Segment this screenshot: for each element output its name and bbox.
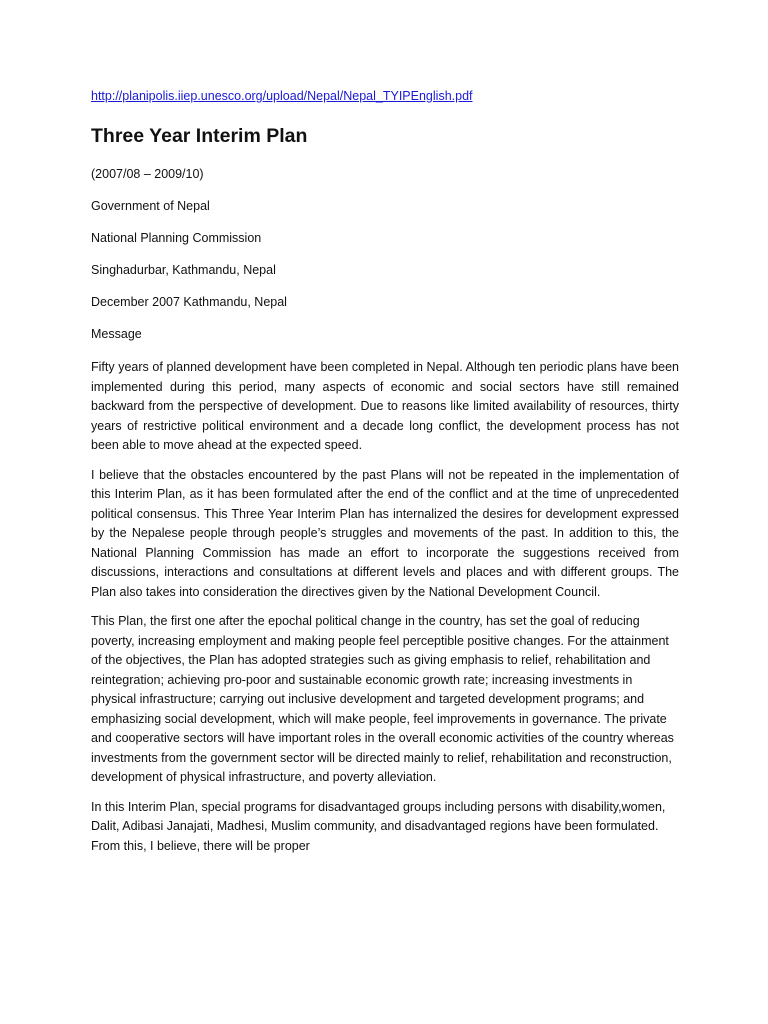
- government-name: Government of Nepal: [91, 199, 210, 213]
- document-title: Three Year Interim Plan: [91, 125, 308, 147]
- body-paragraph-2: I believe that the obstacles encountered by the past Plans will not be repeated in the implementation of this Interim Plan, as it has been formulated after the end of the conflict and at the time of unprecedented political consensus. This Three Year Interim Plan has internalized the desires for development expressed by the Nepalese people through people’s struggles and movements of the past. In addition to this, the National Planning Commission has made an effort to incorporate the suggestions received from discussions, interactions and consultations at different levels and places and with different groups. The Plan also takes into consideration the directives given by the National Development Council.: [91, 467, 679, 599]
- date-line: December 2007 Kathmandu, Nepal: [91, 295, 287, 309]
- section-heading-message: Message: [91, 327, 142, 341]
- body-paragraph-3: This Plan, the first one after the epochal political change in the country, has set the goal of reducing poverty, increasing employment and making people feel perceptible positive changes. For the attainment of the objectives, the Plan has adopted strategies such as giving emphasis to relief, rehabilitation and reintegration; achieving pro-poor and sustainable economic growth rate; increasing investments in physical infrastructure; carrying out inclusive development and targeted development programs; and emphasizing social development, which will make people, feel improvements in governance. The private and cooperative sectors will have important roles in the overall economic activities of the country whereas investments from the government sector will be directed mainly to relief, rehabilitation and reconstruction, development of physical infrastructure, and poverty alleviation.: [91, 614, 674, 784]
- address-line: Singhadurbar, Kathmandu, Nepal: [91, 263, 276, 277]
- body-paragraph-1: Fifty years of planned development have been completed in Nepal. Although ten periodic plans have been implemented during this period, many aspects of economic and social sectors have still remained backward from the perspective of development. Due to reasons like limited availability of resources, thirty years of restrictive political environment and a decade long conflict, the development process has not been able to move ahead at the expected speed.: [91, 360, 679, 452]
- document-page: [91, 88, 679, 866]
- source-link[interactable]: http://planipolis.iiep.unesco.org/upload/Nepal/Nepal_TYIPEnglish.pdf: [91, 89, 473, 103]
- plan-period: (2007/08 – 2009/10): [91, 167, 204, 181]
- commission-name: National Planning Commission: [91, 231, 262, 245]
- body-paragraph-4: In this Interim Plan, special programs for disadvantaged groups including persons with disability,women, Dalit, Adibasi Janajati, Madhesi, Muslim community, and disadvantaged regions have been formulated. From this, I believe, there will be proper: [91, 799, 666, 853]
